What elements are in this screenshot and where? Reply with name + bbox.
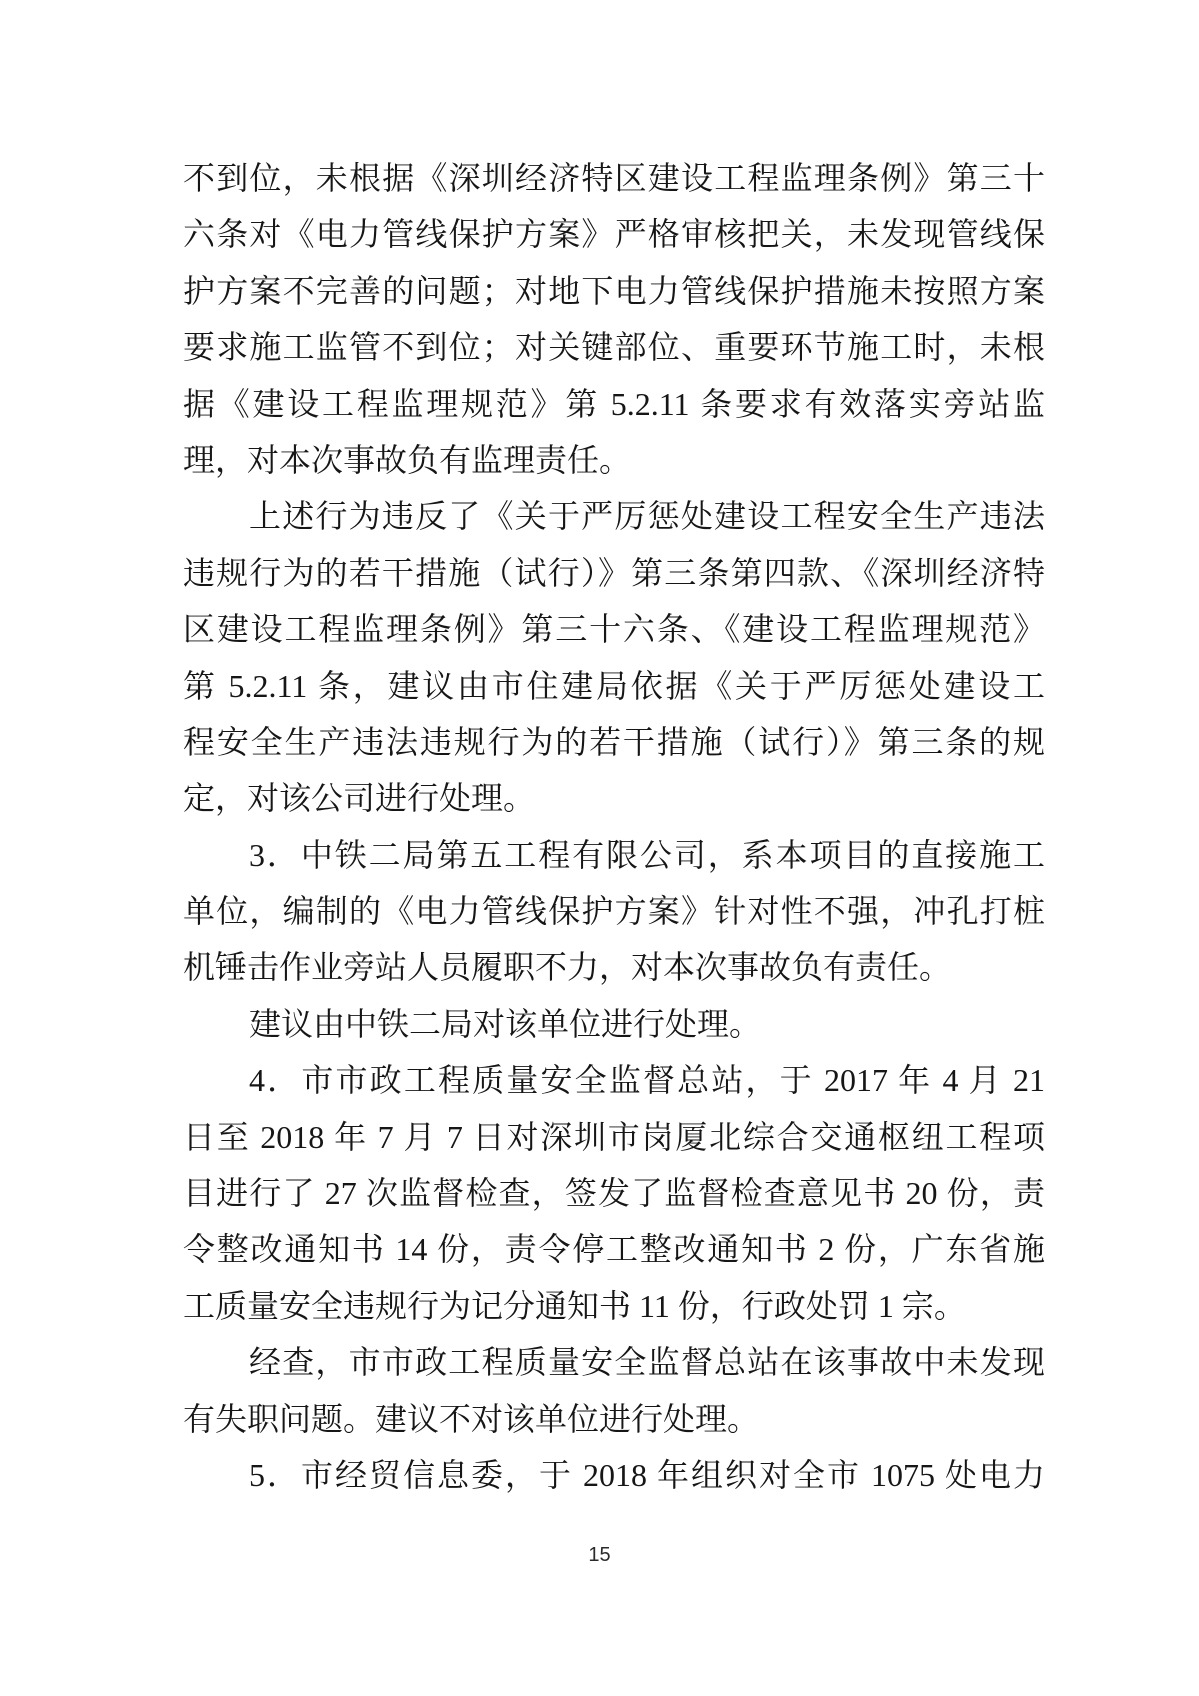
text-line: 护方案不完善的问题；对地下电力管线保护措施未按照方案 — [183, 272, 1045, 309]
text-line: 5．市经贸信息委，于 2018 年组织对全市 1075 处电力 — [249, 1456, 1045, 1493]
text-line: 机锤击作业旁站人员履职不力，对本次事故负有责任。 — [183, 949, 952, 986]
text-line: 令整改通知书 14 份，责令停工整改通知书 2 份，广东省施 — [183, 1231, 1045, 1268]
text-line: 不到位，未根据《深圳经济特区建设工程监理条例》第三十 — [183, 160, 1045, 196]
text-line: 3．中铁二局第五工程有限公司，系本项目的直接施工 — [249, 836, 1045, 873]
text-line: 4．市市政工程质量安全监督总站，于 2017 年 4 月 21 — [249, 1062, 1045, 1099]
text-line: 区建设工程监理条例》第三十六条、《建设工程监理规范》 — [183, 611, 1045, 648]
text-line: 上述行为违反了《关于严厉惩处建设工程安全生产违法 — [249, 498, 1045, 535]
text-line: 建议由中铁二局对该单位进行处理。 — [249, 1005, 762, 1042]
document-body — [183, 150, 1045, 1503]
text-line: 有失职问题。建议不对该单位进行处理。 — [183, 1400, 760, 1437]
text-line: 违规行为的若干措施（试行）》第三条第四款、《深圳经济特 — [183, 554, 1045, 591]
text-line: 定，对该公司进行处理。 — [183, 780, 536, 817]
text-line: 理，对本次事故负有监理责任。 — [183, 441, 632, 478]
text-line: 目进行了 27 次监督检查，签发了监督检查意见书 20 份，责 — [183, 1175, 1045, 1212]
text-line: 单位，编制的《电力管线保护方案》针对性不强，冲孔打桩 — [183, 893, 1045, 930]
text-line: 日至 2018 年 7 月 7 日对深圳市岗厦北综合交通枢纽工程项 — [183, 1118, 1045, 1155]
text-line: 程安全生产违法违规行为的若干措施（试行）》第三条的规 — [183, 723, 1045, 760]
text-line: 要求施工监管不到位；对关键部位、重要环节施工时，未根 — [183, 329, 1045, 366]
text-line: 据《建设工程监理规范》第 5.2.11 条要求有效落实旁站监 — [183, 385, 1045, 422]
page-number: 15 — [588, 1544, 611, 1566]
text-line: 六条对《电力管线保护方案》严格审核把关，未发现管线保 — [183, 216, 1045, 253]
text-line: 工质量安全违规行为记分通知书 11 份，行政处罚 1 宗。 — [183, 1287, 966, 1324]
text-line: 经查，市市政工程质量安全监督总站在该事故中未发现 — [249, 1344, 1045, 1381]
text-line: 第 5.2.11 条，建议由市住建局依据《关于严厉惩处建设工 — [183, 667, 1045, 704]
